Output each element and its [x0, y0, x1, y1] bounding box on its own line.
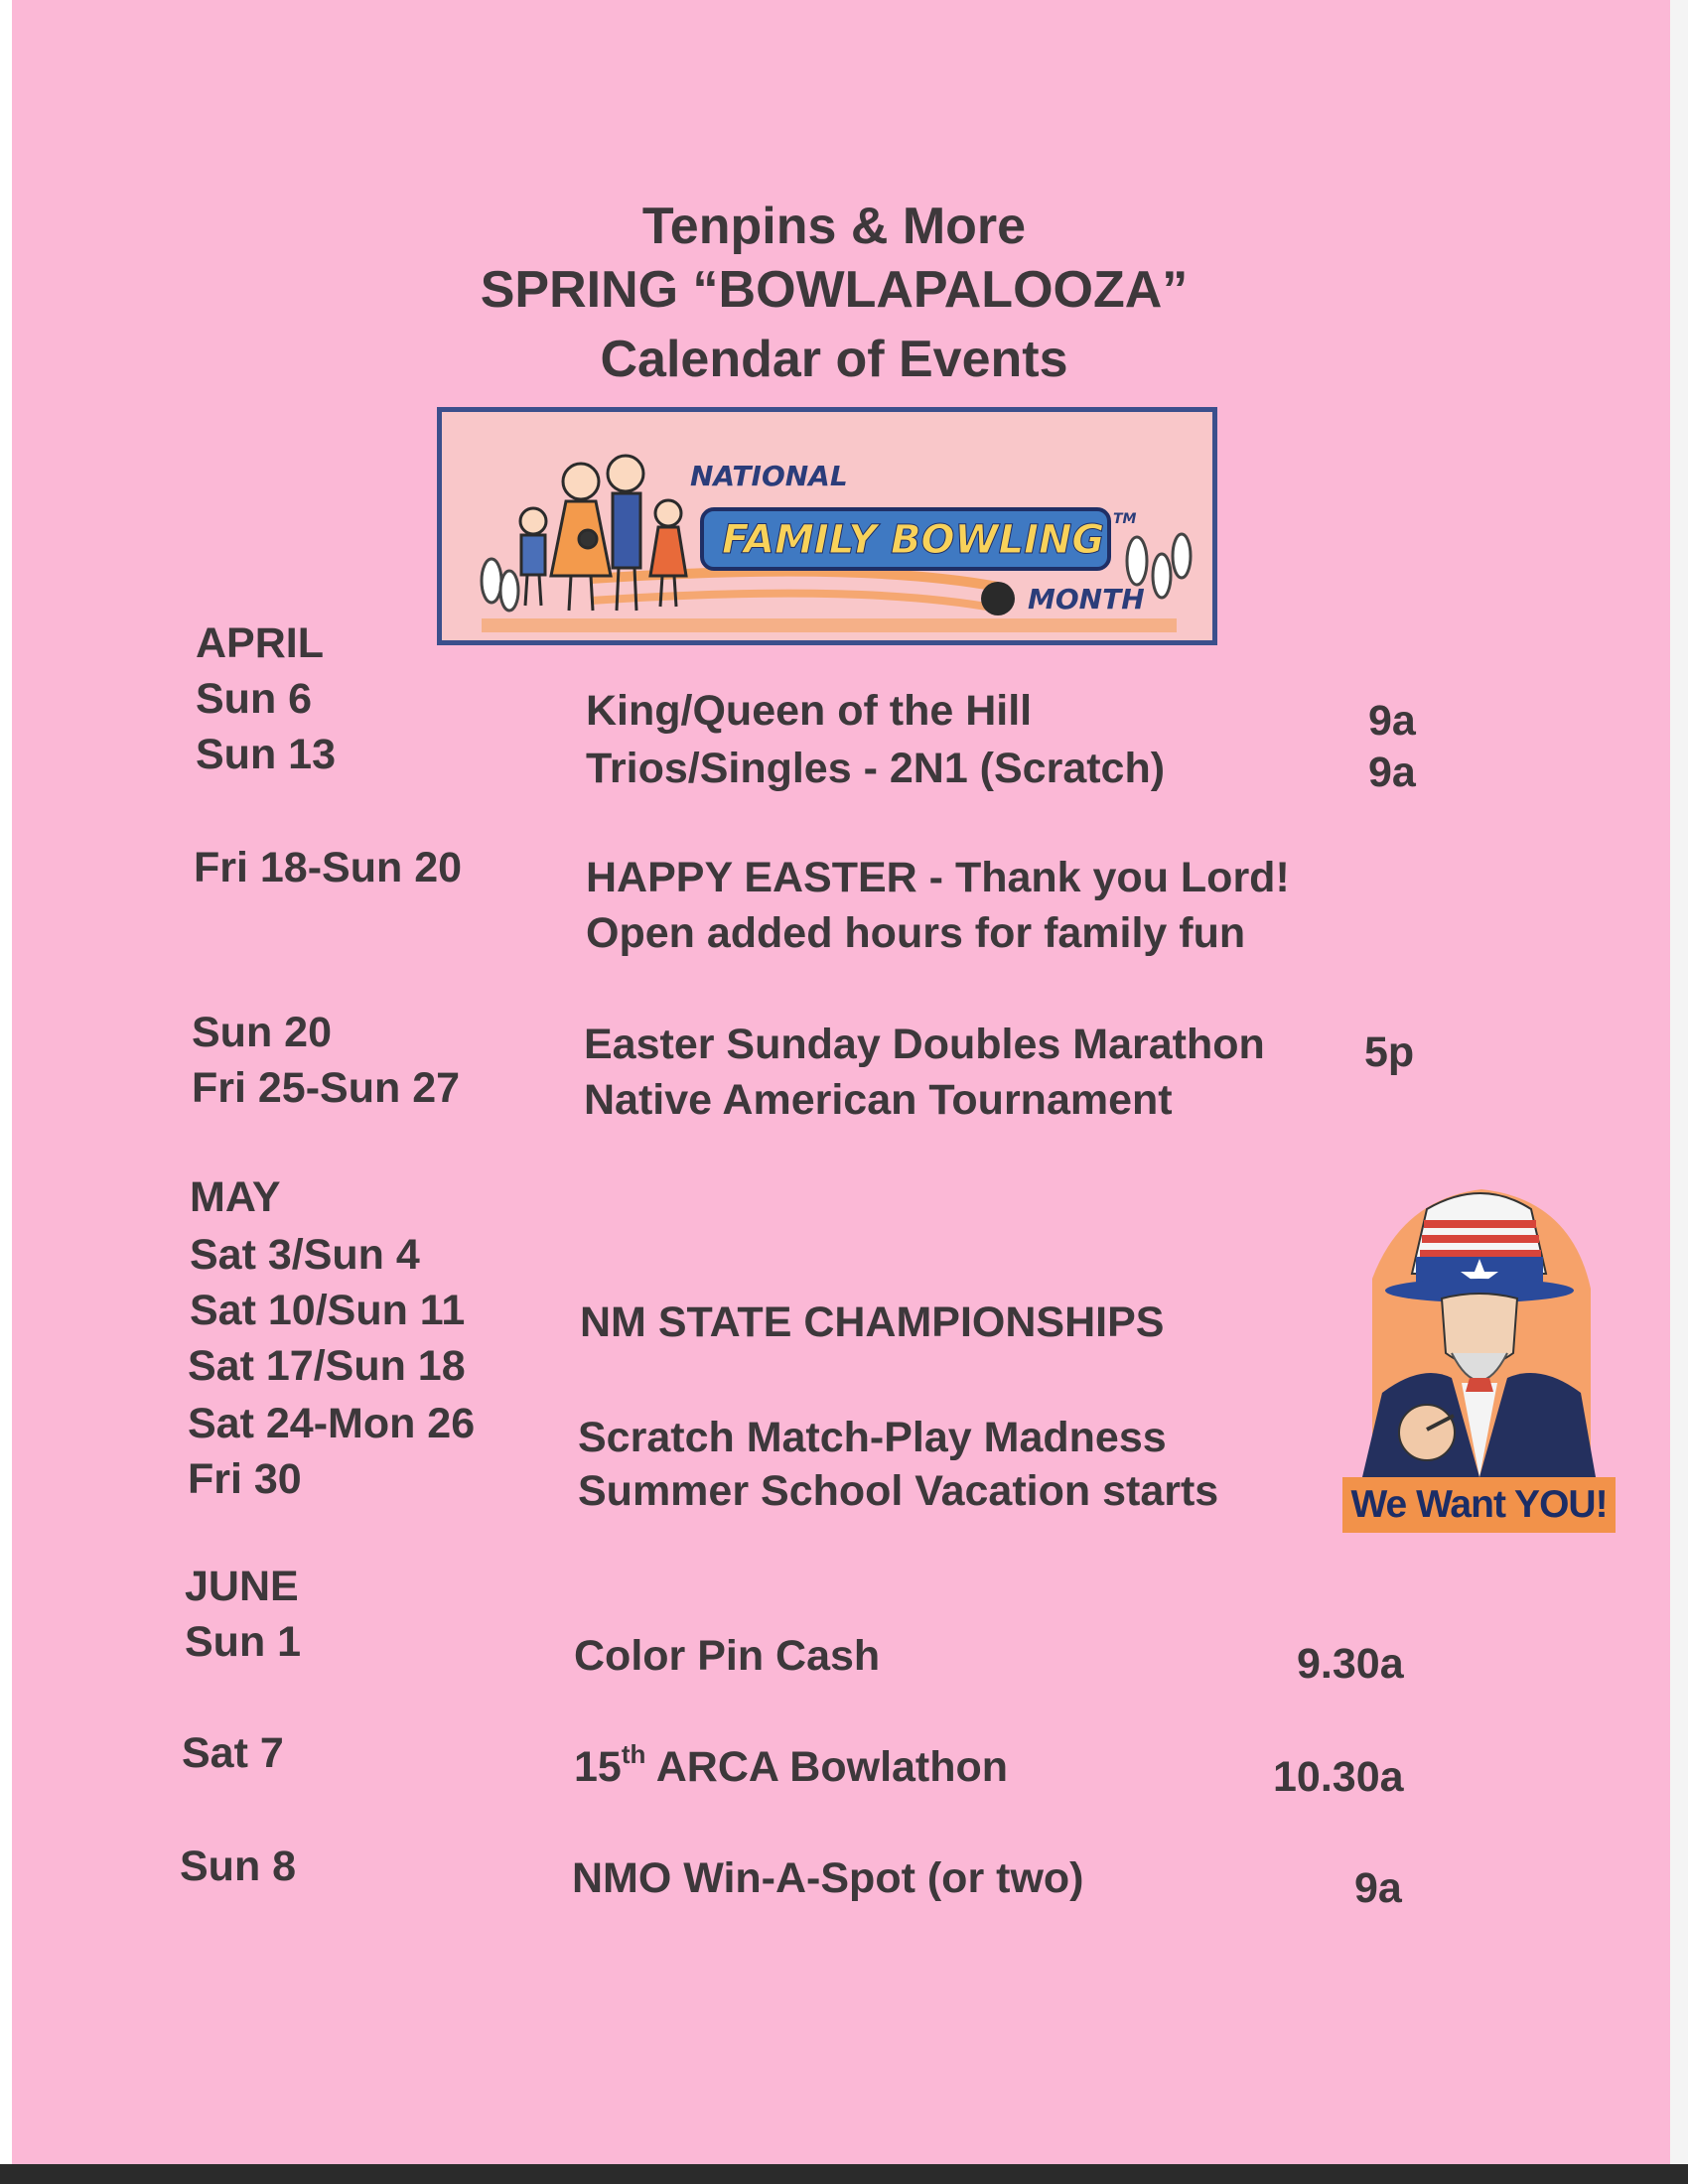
we-want-you-poster [1342, 1179, 1616, 1537]
event-date: Sun 8 [180, 1843, 297, 1890]
event-name: Trios/Singles - 2N1 (Scratch) [586, 745, 1166, 792]
flyer-heading: Calendar of Events [600, 331, 1068, 388]
event-date: Sun 13 [196, 731, 336, 778]
scan-margin-bottom [0, 2164, 1688, 2184]
event-name: Native American Tournament [584, 1076, 1173, 1124]
event-time: 9a [1354, 1864, 1402, 1912]
ordinal-suffix: th [621, 1739, 646, 1769]
logo-national-text: NATIONAL [690, 460, 848, 492]
event-name: HAPPY EASTER - Thank you Lord! [586, 854, 1290, 901]
event-name: King/Queen of the Hill [586, 687, 1033, 735]
event-date: Fri 25-Sun 27 [192, 1064, 461, 1112]
event-date: Sat 10/Sun 11 [190, 1287, 466, 1334]
event-date: Sat 24-Mon 26 [188, 1400, 476, 1447]
event-name: Color Pin Cash [574, 1632, 881, 1680]
event-name: Scratch Match-Play Madness [578, 1414, 1167, 1461]
flyer-subtitle: SPRING “BOWLAPALOOZA” [480, 261, 1189, 319]
event-time: 9a [1368, 697, 1416, 745]
family-figures-icon [520, 456, 686, 611]
event-date: Sat 3/Sun 4 [190, 1231, 420, 1279]
event-time: 9a [1368, 749, 1416, 796]
logo-tm-text: TM [1113, 511, 1137, 527]
event-date: Fri 30 [188, 1455, 302, 1503]
event-name: Summer School Vacation starts [578, 1467, 1219, 1515]
month-heading-june: JUNE [185, 1563, 299, 1610]
month-heading-april: APRIL [196, 619, 324, 667]
family-bowling-logo [437, 407, 1217, 645]
event-name-line2: Open added hours for family fun [586, 909, 1246, 957]
event-date: Sat 7 [182, 1729, 284, 1777]
event-time: 10.30a [1273, 1753, 1404, 1801]
event-time: 5p [1364, 1028, 1415, 1076]
scan-margin-right [1670, 0, 1688, 2164]
event-name-rest: ARCA Bowlathon [645, 1743, 1009, 1791]
event-number: 15 [574, 1743, 622, 1791]
uncle-sam-icon [1342, 1179, 1616, 1477]
event-name: NMO Win-A-Spot (or two) [572, 1854, 1084, 1902]
event-date: Sat 17/Sun 18 [188, 1342, 466, 1390]
poster-caption: We Want YOU! [1342, 1477, 1616, 1533]
event-name [574, 1741, 1008, 1793]
month-heading-may: MAY [190, 1173, 281, 1221]
logo-month-text: MONTH [1028, 583, 1145, 615]
event-date: Sun 1 [185, 1618, 302, 1666]
event-date: Sun 6 [196, 675, 313, 723]
bowling-ball-icon [981, 582, 1015, 615]
event-date: Sun 20 [192, 1009, 332, 1056]
flyer-title: Tenpins & More [641, 198, 1027, 255]
event-name: Easter Sunday Doubles Marathon [584, 1021, 1265, 1068]
event-name: NM STATE CHAMPIONSHIPS [580, 1298, 1165, 1346]
event-date: Fri 18-Sun 20 [194, 844, 463, 891]
logo-main-text: FAMILY BOWLING [722, 517, 1105, 563]
event-time: 9.30a [1297, 1640, 1404, 1688]
